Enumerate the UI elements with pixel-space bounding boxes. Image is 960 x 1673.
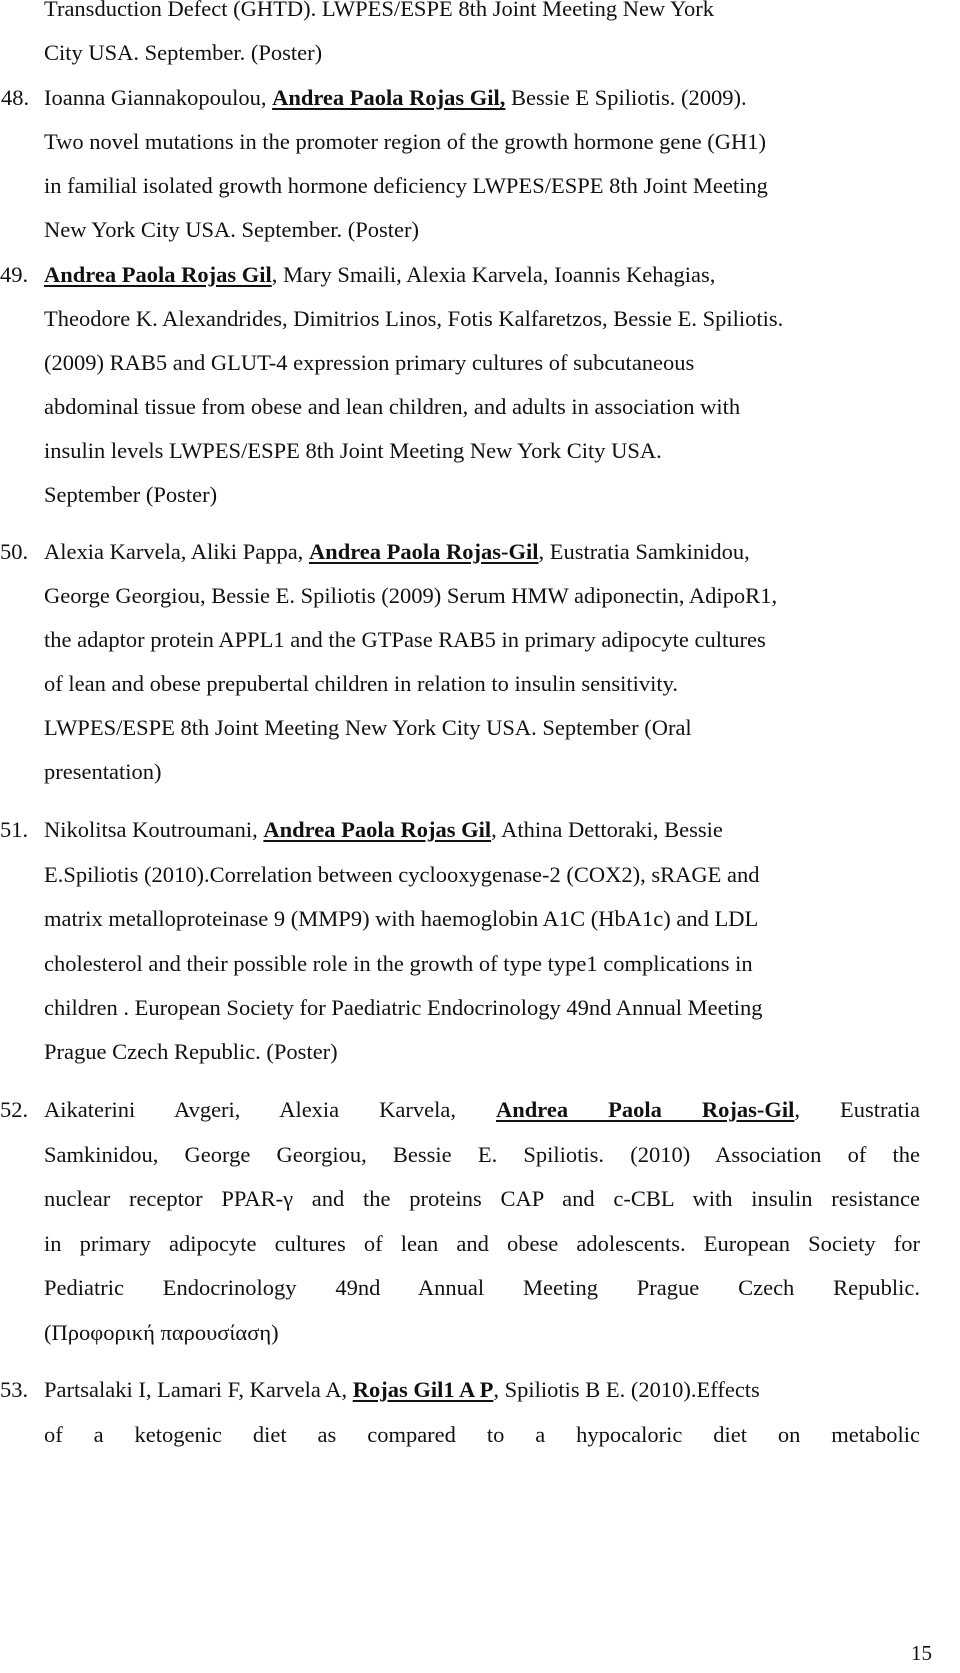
reference-line: the adaptor protein APPL1 and the GTPase RAB5 in primary adipocyte cultures (44, 627, 766, 652)
reference-line: (Προφορική παρουσίαση) (44, 1320, 279, 1345)
reference-line: presentation) (44, 759, 162, 784)
reference-number: 53. (0, 1377, 29, 1402)
highlighted-author: Andrea Paola Rojas Gil (263, 817, 492, 842)
reference-text: Alexia Karvela, Aliki Pappa, (44, 539, 309, 564)
reference-line (44, 260, 715, 290)
reference-line (44, 1095, 920, 1125)
reference-line: LWPES/ESPE 8th Joint Meeting New York City USA. September (Oral (44, 715, 692, 740)
continuation-line: City USA. September. (Poster) (44, 40, 323, 65)
reference-text: , Eustratia Samkinidou, (538, 539, 750, 564)
reference-line: abdominal tissue from obese and lean children, and adults in association with (44, 394, 741, 419)
reference-line: George Georgiou, Bessie E. Spiliotis (2009) Serum HMW adiponectin, AdipoR1, (44, 583, 778, 608)
reference-line: of lean and obese prepubertal children in relation to insulin sensitivity. (44, 671, 678, 696)
page-number: 15 (911, 1641, 932, 1665)
reference-number: 48. (1, 85, 30, 110)
reference-number: 50. (0, 539, 29, 564)
reference-line: in familial isolated growth hormone deficiency LWPES/ESPE 8th Joint Meeting (44, 173, 768, 198)
reference-line: Theodore K. Alexandrides, Dimitrios Linos, Fotis Kalfaretzos, Bessie E. Spiliotis. (44, 306, 784, 331)
reference-line: Prague Czech Republic. (Poster) (44, 1039, 338, 1064)
highlighted-author: Andrea Paola Rojas Gil (44, 262, 272, 287)
reference-text: , Eustratia (794, 1097, 920, 1122)
reference-line: New York City USA. September. (Poster) (44, 217, 419, 242)
reference-text: , Spiliotis B E. (2010).Effects (493, 1377, 760, 1402)
reference-line: Pediatric Endocrinology 49nd Annual Meeting Prague Czech Republic. (44, 1275, 920, 1300)
continuation-line: Transduction Defect (GHTD). LWPES/ESPE 8th Joint Meeting New York (44, 0, 714, 21)
highlighted-author: Andrea Paola Rojas-Gil (308, 539, 539, 564)
reference-text: , Athina Dettoraki, Bessie (491, 817, 723, 842)
reference-line: matrix metalloproteinase 9 (MMP9) with haemoglobin A1C (HbA1c) and LDL (44, 906, 759, 931)
reference-text: Ioanna Giannakopoulou, (44, 85, 273, 110)
reference-text: , Mary Smaili, Alexia Karvela, Ioannis Kehagias, (271, 262, 716, 287)
reference-line: of a ketogenic diet as compared to a hypocaloric diet on metabolic (44, 1422, 920, 1447)
reference-line: children . European Society for Paediatric Endocrinology 49nd Annual Meeting (44, 995, 763, 1020)
reference-number: 49. (0, 262, 29, 287)
reference-line (44, 815, 723, 845)
reference-line: (2009) RAB5 and GLUT-4 expression primary cultures of subcutaneous (44, 350, 695, 375)
reference-number: 51. (0, 817, 29, 842)
reference-line: Two novel mutations in the promoter region of the growth hormone gene (GH1) (44, 129, 767, 154)
reference-text: Nikolitsa Koutroumani, (44, 817, 264, 842)
reference-text: Aikaterini Avgeri, Alexia Karvela, (44, 1097, 497, 1122)
reference-line (44, 1375, 760, 1405)
highlighted-author: Andrea Paola Rojas Gil, (272, 85, 506, 110)
reference-number: 52. (0, 1097, 29, 1122)
reference-text: Bessie E Spiliotis. (2009). (505, 85, 747, 110)
highlighted-author: Rojas Gil1 A P (352, 1377, 494, 1402)
reference-text: Partsalaki I, Lamari F, Karvela A, (44, 1377, 353, 1402)
reference-line (44, 83, 747, 113)
reference-line: September (Poster) (44, 482, 218, 507)
highlighted-author: Andrea Paola Rojas-Gil (496, 1097, 795, 1122)
reference-line: cholesterol and their possible role in the growth of type type1 complications in (44, 951, 753, 976)
reference-line: nuclear receptor PPAR-γ and the proteins CAP and c-CBL with insulin resistance (44, 1186, 920, 1211)
reference-line (44, 537, 750, 567)
reference-line: in primary adipocyte cultures of lean and obese adolescents. European Society for (44, 1231, 920, 1256)
reference-line: Samkinidou, George Georgiou, Bessie E. Spiliotis. (2010) Association of the (44, 1142, 920, 1167)
reference-line: insulin levels LWPES/ESPE 8th Joint Meeting New York City USA. (44, 438, 662, 463)
reference-line: E.Spiliotis (2010).Correlation between cyclooxygenase-2 (COX2), sRAGE and (44, 862, 760, 887)
